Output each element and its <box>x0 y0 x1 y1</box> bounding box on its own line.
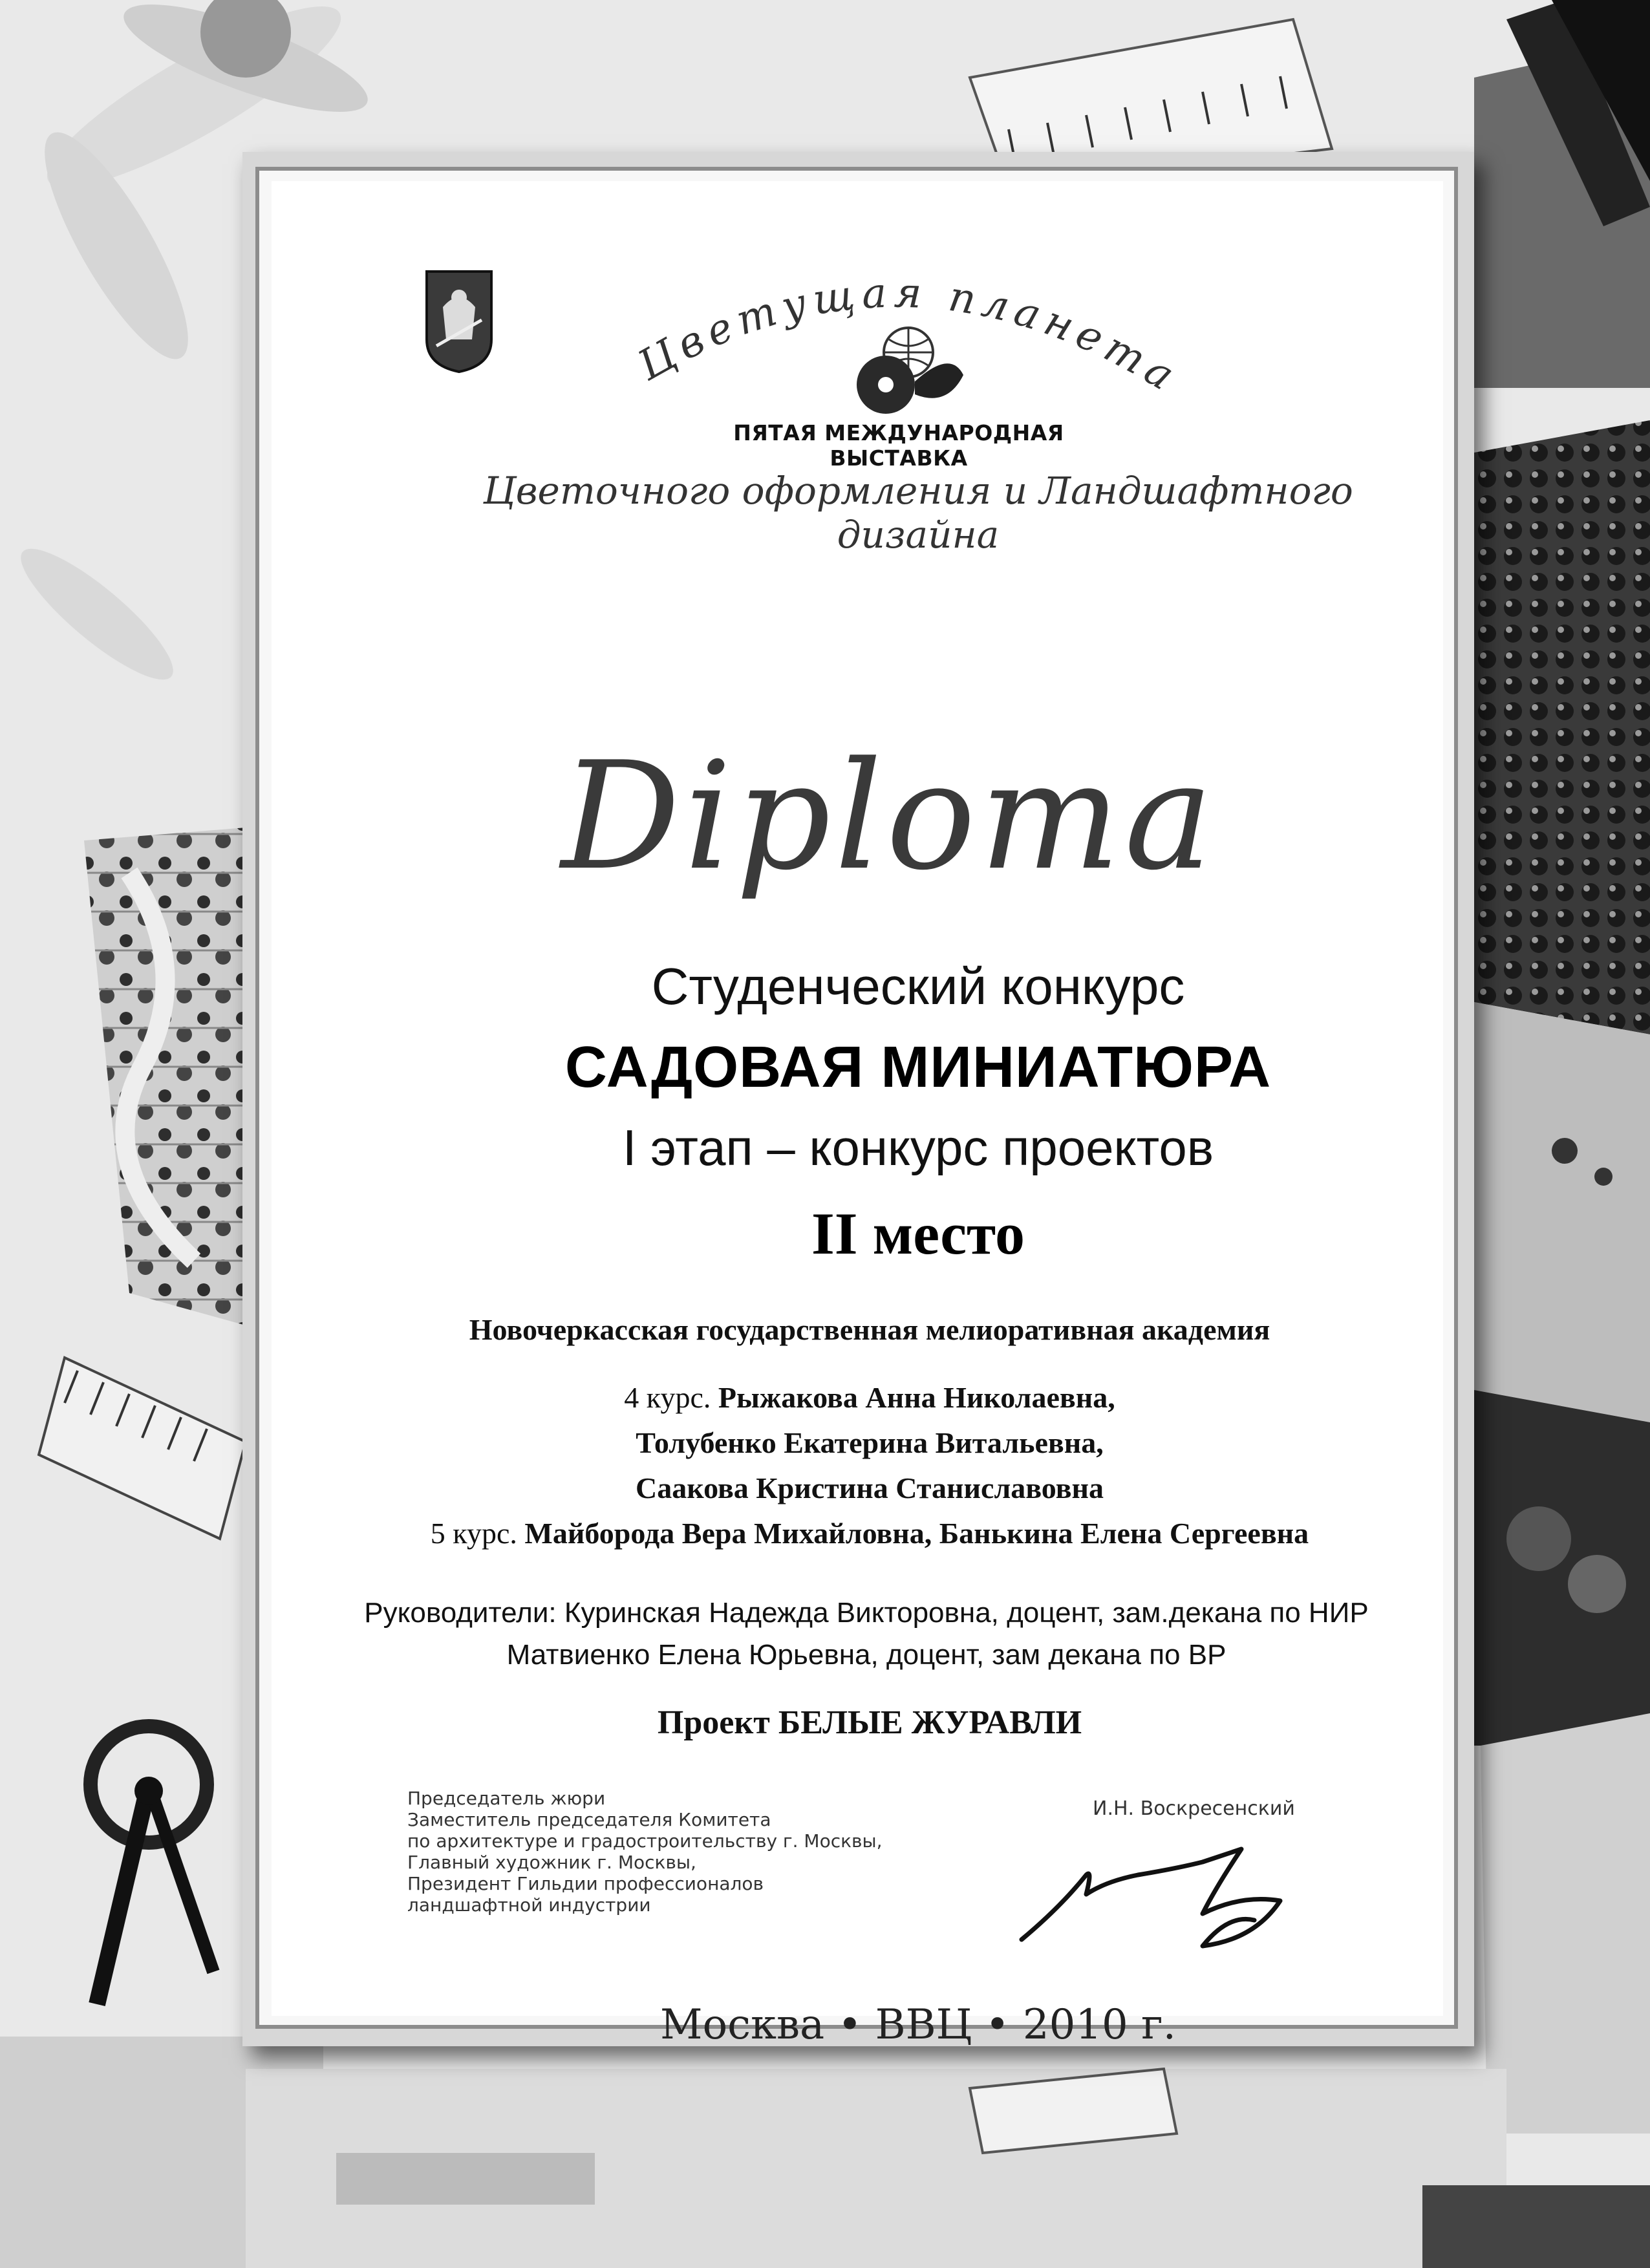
contest-stage: I этап – конкурс проектов <box>622 1119 1214 1176</box>
jury-chair-titles <box>407 1788 989 1916</box>
signer-name: И.Н. Воскресенский <box>1093 1797 1295 1820</box>
jury-line: ландшафтной индустрии <box>407 1894 651 1916</box>
course4-label: 4 курс. <box>624 1381 711 1414</box>
exhibition-heading: ПЯТАЯ МЕЖДУНАРОДНАЯ ВЫСТАВКА <box>733 420 1064 471</box>
course4-names: Рыжакова Анна Николаевна, <box>718 1381 1115 1414</box>
academy-name: Новочеркасская государственная мелиоративная академия <box>469 1313 1270 1346</box>
moscow-coat-of-arms-icon <box>423 268 495 375</box>
jury-line: Председатель жюри <box>407 1788 606 1809</box>
jury-line: Заместитель председателя Комитета <box>407 1809 771 1830</box>
course5-label: 5 курс. <box>430 1517 517 1550</box>
jury-line: по архитектуре и градостроительству г. Москвы, <box>407 1830 883 1852</box>
leaders-line-1: Руководители: Куринская Надежда Викторовна, доцент, зам.декана по НИР <box>364 1597 1369 1629</box>
participant-name: Толубенко Екатерина Витальевна, <box>636 1426 1104 1459</box>
flower-planet-logo-icon <box>837 323 967 420</box>
photo-decoration-right <box>1474 39 1650 2134</box>
participants-course5 <box>304 1516 1435 1550</box>
award-place: II место <box>811 1201 1025 1267</box>
exhibition-subtitle: Цветочного оформления и Ландшафтного дизайна <box>483 469 1353 557</box>
participants-course4 <box>304 1380 1435 1415</box>
course5-names: Майборода Вера Михайловна, Банькина Елена Сергеевна <box>524 1517 1309 1550</box>
svg-text:Цветущая планета: Цветущая планета <box>630 269 1188 403</box>
handwritten-signature <box>1009 1836 1306 1965</box>
contest-type: Студенческий конкурс <box>651 957 1185 1015</box>
ruler-left-decoration <box>39 1358 246 1539</box>
participant-name: Саакова Кристина Станиславовна <box>635 1471 1104 1504</box>
bottom-strip-decoration <box>246 2069 1650 2268</box>
jury-line: Главный художник г. Москвы, <box>407 1852 696 1873</box>
diploma-title: Diploma <box>561 731 1217 903</box>
leaders-line-2: Матвиенко Елена Юрьевна, доцент, зам декана по ВР <box>506 1639 1227 1671</box>
jury-line: Президент Гильдии профессионалов <box>407 1873 764 1894</box>
project-title: Проект БЕЛЫЕ ЖУРАВЛИ <box>657 1704 1082 1741</box>
contest-name: САДОВАЯ МИНИАТЮРА <box>564 1035 1272 1100</box>
place-and-date: Москва • ВВЦ • 2010 г. <box>660 2001 1176 2049</box>
map-decoration-left <box>84 828 246 1325</box>
